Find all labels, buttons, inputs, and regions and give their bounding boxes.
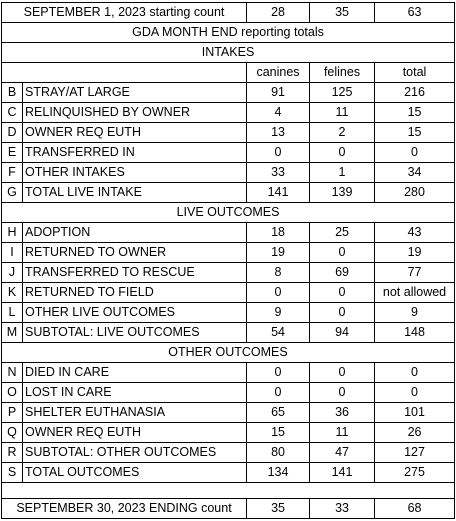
row-letter: P [2, 403, 23, 423]
section-title-live-outcomes: LIVE OUTCOMES [2, 203, 455, 223]
row-label: OWNER REQ EUTH [23, 123, 247, 143]
row-letter: D [2, 123, 23, 143]
ending-count-row [2, 499, 455, 519]
row-total: 0 [375, 143, 455, 163]
section-title-row [2, 343, 455, 363]
row-canines: 80 [247, 443, 310, 463]
row-canines: 134 [247, 463, 310, 483]
row-label: TRANSFERRED IN [23, 143, 247, 163]
row-felines: 125 [310, 83, 375, 103]
section-title-intakes: INTAKES [2, 43, 455, 63]
table-row [2, 123, 455, 143]
row-label: OTHER LIVE OUTCOMES [23, 303, 247, 323]
spacer-cell [2, 483, 455, 499]
row-label: TRANSFERRED TO RESCUE [23, 263, 247, 283]
column-header-felines: felines [310, 63, 375, 83]
row-total: 101 [375, 403, 455, 423]
table-row [2, 83, 455, 103]
row-letter: Q [2, 423, 23, 443]
row-total: 275 [375, 463, 455, 483]
row-letter: S [2, 463, 23, 483]
row-felines: 1 [310, 163, 375, 183]
table-row [2, 163, 455, 183]
column-header-total: total [375, 63, 455, 83]
spacer-row [2, 483, 455, 499]
row-letter: M [2, 323, 23, 343]
row-canines: 19 [247, 243, 310, 263]
row-total: 0 [375, 383, 455, 403]
ending-count-total: 68 [375, 499, 455, 519]
row-letter: O [2, 383, 23, 403]
row-felines: 141 [310, 463, 375, 483]
row-felines: 0 [310, 303, 375, 323]
row-label: RETURNED TO OWNER [23, 243, 247, 263]
table-row [2, 403, 455, 423]
table-row [2, 283, 455, 303]
row-felines: 0 [310, 383, 375, 403]
row-letter: G [2, 183, 23, 203]
row-total: 9 [375, 303, 455, 323]
starting-count-felines: 35 [310, 3, 375, 23]
row-canines: 65 [247, 403, 310, 423]
table-row [2, 103, 455, 123]
table-row [2, 263, 455, 283]
row-canines: 0 [247, 363, 310, 383]
row-label: OWNER REQ EUTH [23, 423, 247, 443]
row-canines: 13 [247, 123, 310, 143]
row-canines: 0 [247, 283, 310, 303]
row-felines: 139 [310, 183, 375, 203]
row-felines: 0 [310, 143, 375, 163]
row-canines: 0 [247, 383, 310, 403]
row-letter: K [2, 283, 23, 303]
row-total: 216 [375, 83, 455, 103]
row-letter: C [2, 103, 23, 123]
row-felines: 11 [310, 423, 375, 443]
starting-count-total: 63 [375, 3, 455, 23]
column-header-blank [2, 63, 247, 83]
row-felines: 2 [310, 123, 375, 143]
row-felines: 0 [310, 243, 375, 263]
starting-count-label: SEPTEMBER 1, 2023 starting count [2, 3, 247, 23]
row-label: SHELTER EUTHANASIA [23, 403, 247, 423]
column-header-row [2, 63, 455, 83]
ending-count-canines: 35 [247, 499, 310, 519]
row-felines: 47 [310, 443, 375, 463]
row-total: 19 [375, 243, 455, 263]
row-letter: H [2, 223, 23, 243]
row-label: STRAY/AT LARGE [23, 83, 247, 103]
row-label: ADOPTION [23, 223, 247, 243]
row-total: 77 [375, 263, 455, 283]
row-letter: R [2, 443, 23, 463]
row-canines: 9 [247, 303, 310, 323]
row-total: 26 [375, 423, 455, 443]
row-label: TOTAL LIVE INTAKE [23, 183, 247, 203]
row-canines: 18 [247, 223, 310, 243]
row-total: 34 [375, 163, 455, 183]
ending-count-felines: 33 [310, 499, 375, 519]
row-felines: 25 [310, 223, 375, 243]
subtitle-row [2, 23, 455, 43]
row-letter: J [2, 263, 23, 283]
report-subtitle: GDA MONTH END reporting totals [2, 23, 455, 43]
table-row [2, 423, 455, 443]
row-canines: 15 [247, 423, 310, 443]
table-row [2, 443, 455, 463]
row-letter: N [2, 363, 23, 383]
section-title-other-outcomes: OTHER OUTCOMES [2, 343, 455, 363]
row-canines: 54 [247, 323, 310, 343]
row-felines: 11 [310, 103, 375, 123]
row-label: TOTAL OUTCOMES [23, 463, 247, 483]
table-row [2, 143, 455, 163]
row-label: RELINQUISHED BY OWNER [23, 103, 247, 123]
section-title-row [2, 203, 455, 223]
row-total: 0 [375, 363, 455, 383]
row-felines: 69 [310, 263, 375, 283]
row-total: not allowed [375, 283, 455, 303]
section-title-row [2, 43, 455, 63]
row-total: 15 [375, 103, 455, 123]
row-letter: B [2, 83, 23, 103]
row-canines: 0 [247, 143, 310, 163]
row-canines: 8 [247, 263, 310, 283]
row-canines: 141 [247, 183, 310, 203]
row-letter: F [2, 163, 23, 183]
table-row [2, 303, 455, 323]
row-total: 15 [375, 123, 455, 143]
row-total: 280 [375, 183, 455, 203]
table-row [2, 383, 455, 403]
row-canines: 4 [247, 103, 310, 123]
row-canines: 91 [247, 83, 310, 103]
row-total: 148 [375, 323, 455, 343]
starting-count-canines: 28 [247, 3, 310, 23]
row-felines: 36 [310, 403, 375, 423]
report-body [2, 3, 455, 519]
table-row [2, 463, 455, 483]
ending-count-label: SEPTEMBER 30, 2023 ENDING count [2, 499, 247, 519]
table-row [2, 323, 455, 343]
table-row [2, 363, 455, 383]
starting-count-row [2, 3, 455, 23]
row-label: SUBTOTAL: OTHER OUTCOMES [23, 443, 247, 463]
row-label: DIED IN CARE [23, 363, 247, 383]
row-letter: E [2, 143, 23, 163]
row-letter: L [2, 303, 23, 323]
row-felines: 94 [310, 323, 375, 343]
row-label: RETURNED TO FIELD [23, 283, 247, 303]
table-row [2, 183, 455, 203]
row-letter: I [2, 243, 23, 263]
row-felines: 0 [310, 283, 375, 303]
report-table [1, 2, 455, 519]
row-total: 43 [375, 223, 455, 243]
row-label: SUBTOTAL: LIVE OUTCOMES [23, 323, 247, 343]
row-label: OTHER INTAKES [23, 163, 247, 183]
table-row [2, 243, 455, 263]
row-total: 127 [375, 443, 455, 463]
row-felines: 0 [310, 363, 375, 383]
row-label: LOST IN CARE [23, 383, 247, 403]
column-header-canines: canines [247, 63, 310, 83]
table-row [2, 223, 455, 243]
row-canines: 33 [247, 163, 310, 183]
